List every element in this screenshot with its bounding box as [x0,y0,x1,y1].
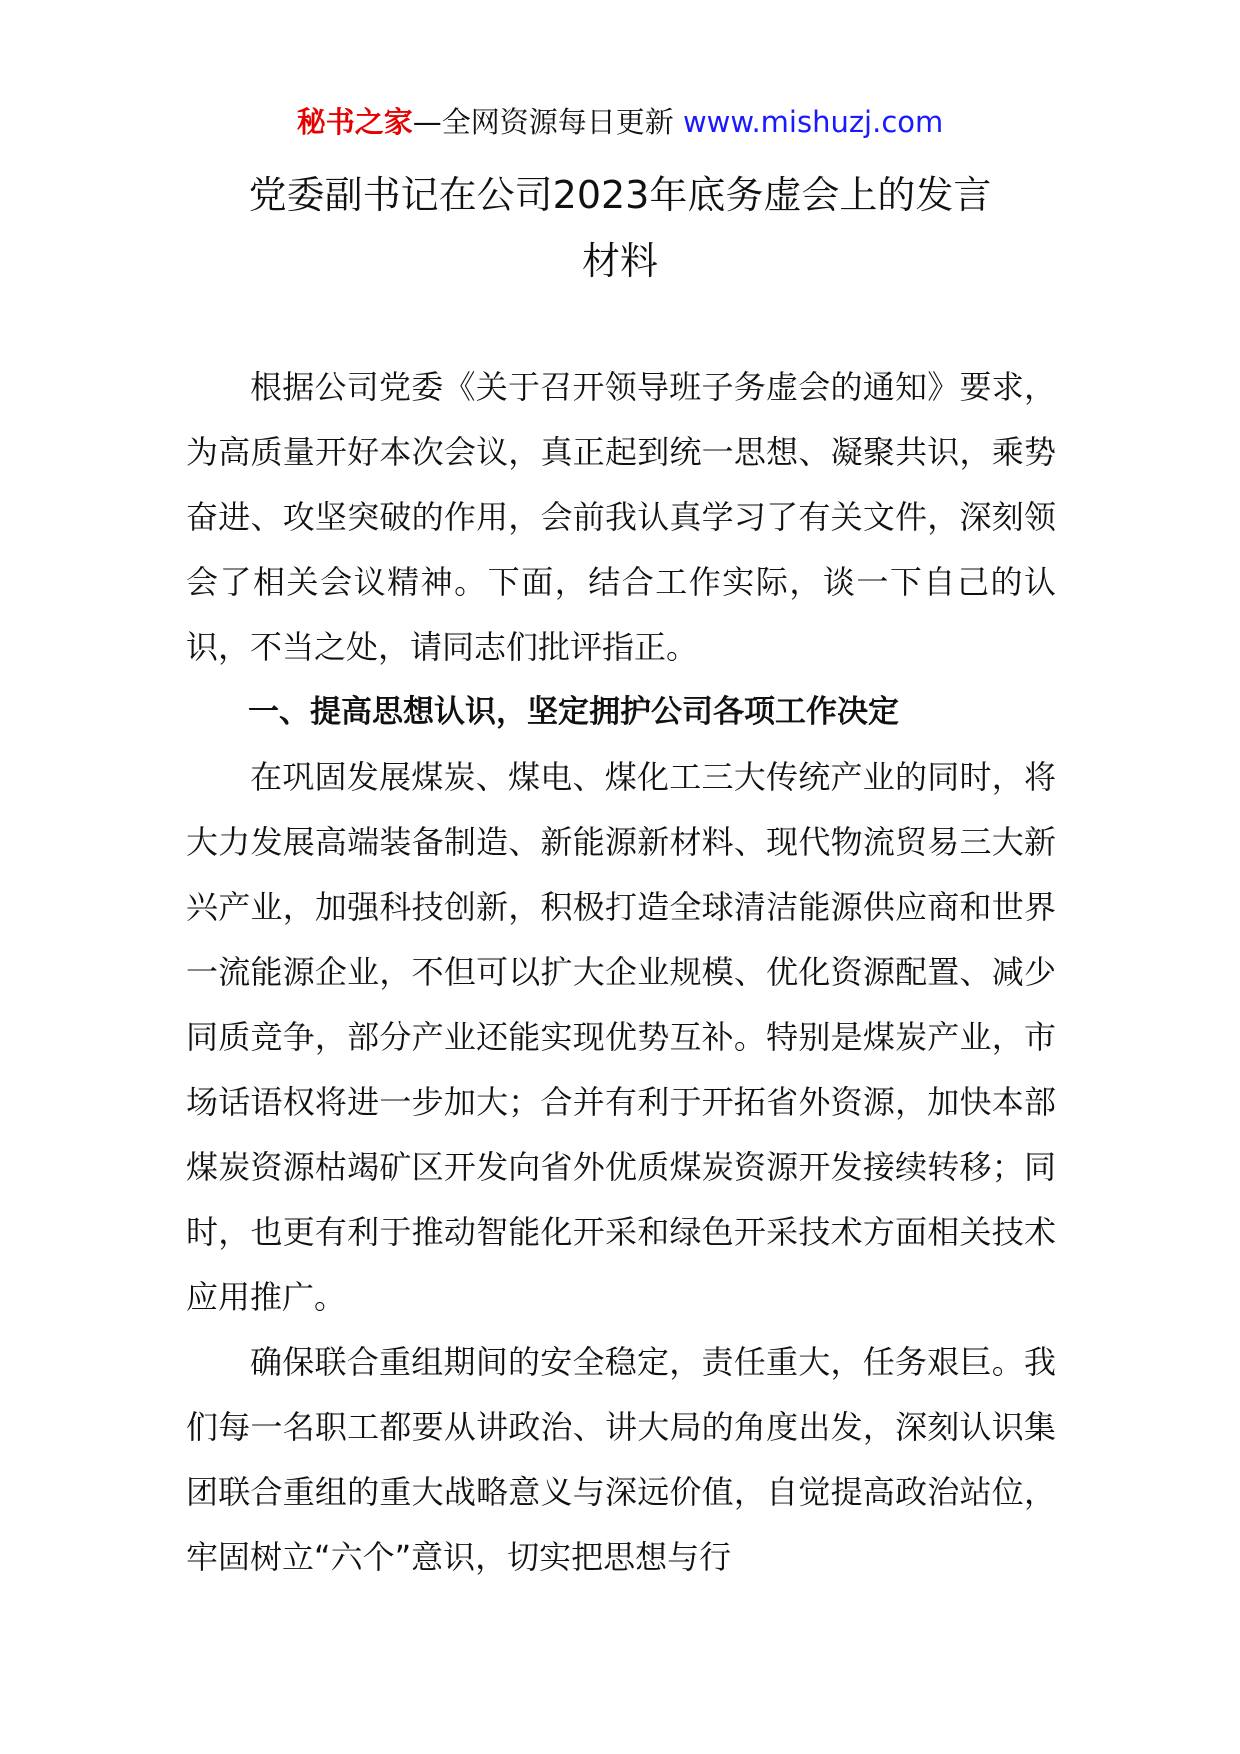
paragraph-intro: 根据公司党委《关于召开领导班子务虚会的通知》要求，为高质量开好本次会议，真正起到统一思想、凝聚共识，乘势奋进、攻坚突破的作用，会前我认真学习了有关文件，深刻领会了相关会议精神。下面，结合工作实际，谈一下自己的认识，不当之处，请同志们批评指正。 [186,368,1056,666]
paragraph-industry: 在巩固发展煤炭、煤电、煤化工三大传统产业的同时，将大力发展高端装备制造、新能源新材料、现代物流贸易三大新兴产业，加强科技创新，积极打造全球清洁能源供应商和世界一流能源企业，不但可以扩大企业规模、优化资源配置、减少同质竞争，部分产业还能实现优势互补。特别是煤炭产业，市场话语权将进一步加大；合并有利于开拓省外资源，加快本部煤炭资源枯竭矿区开发向省外优质煤炭资源开发接续转移；同时，也更有利于推动智能化开采和绿色开采技术方面相关技术应用推广。 [186,758,1056,1316]
brand-name: 秘书之家 [296,105,413,139]
title-line-1: 党委副书记在公司2023年底务虚会上的发言 [248,173,992,217]
header-tagline: —全网资源每日更新 [412,105,683,139]
document-title [160,162,1080,294]
paragraph-stability: 确保联合重组期间的安全稳定，责任重大，任务艰巨。我们每一名职工都要从讲政治、讲大局的角度出发，深刻认识集团联合重组的重大战略意义与深远价值，自觉提高政治站位，牢固树立“六个”意识，切实把思想与行 [186,1343,1056,1576]
section-heading-1: 一、提高思想认识，坚定拥护公司各项工作决定 [248,694,899,730]
title-line-2: 材料 [581,239,658,283]
document-body [186,355,1056,1590]
site-header [0,100,1240,144]
site-url-link[interactable]: www.mishuzj.com [682,105,944,139]
